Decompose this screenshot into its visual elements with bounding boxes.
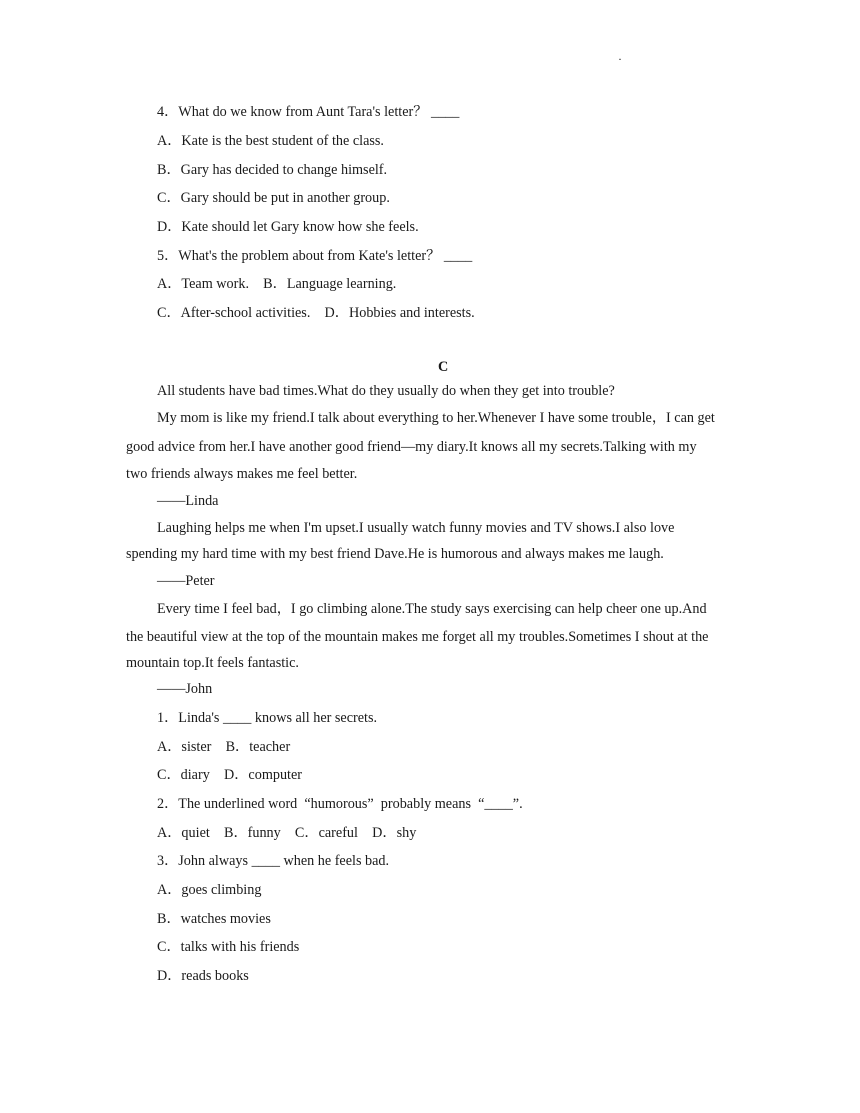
options-5-row1: A．Team work. B．Language learning. bbox=[157, 276, 397, 292]
answer-blank: ____ bbox=[443, 248, 473, 264]
answer-blank: ____ bbox=[430, 104, 460, 120]
option-4a: A．Kate is the best student of the class. bbox=[157, 133, 384, 149]
question-number: 4 bbox=[157, 104, 165, 120]
question-5: 5．What's the problem about from Kate's letter？ ____ bbox=[157, 248, 473, 264]
linda-paragraph-line-1: My mom is like my friend.I talk about everything to her.Whenever I have some trouble，I can get bbox=[157, 410, 715, 426]
peter-paragraph-line-2: spending my hard time with my best friend Dave.He is humorous and always makes me laugh. bbox=[126, 546, 664, 562]
linda-paragraph-line-3: two friends always makes me feel better. bbox=[126, 466, 358, 482]
john-paragraph-line-3: mountain top.It feels fantastic. bbox=[126, 655, 299, 671]
option-4d: D．Kate should let Gary know how she feels. bbox=[157, 219, 419, 235]
john-paragraph-line-2: the beautiful view at the top of the mountain makes me forget all my troubles.Sometimes I shout at the bbox=[126, 629, 709, 645]
question-c1: 1．Linda's ____ knows all her secrets. bbox=[157, 710, 378, 726]
options-c1-row1: A．sister B．teacher bbox=[157, 739, 291, 755]
options-c1-row2: C．diary D．computer bbox=[157, 767, 302, 783]
john-signature: ——John bbox=[157, 681, 213, 697]
option-c3a: A．goes climbing bbox=[157, 882, 262, 898]
option-4b: B．Gary has decided to change himself. bbox=[157, 162, 388, 178]
options-c2: A．quiet B．funny C．careful D．shy bbox=[157, 825, 417, 841]
peter-paragraph-line-1: Laughing helps me when I'm upset.I usually watch funny movies and TV shows.I also love bbox=[157, 520, 675, 536]
section-heading: C bbox=[438, 359, 449, 375]
linda-paragraph-line-2: good advice from her.I have another good friend—my diary.It knows all my secrets.Talking with my bbox=[126, 439, 697, 455]
option-c3b: B．watches movies bbox=[157, 911, 271, 927]
john-paragraph-line-1: Every time I feel bad，I go climbing alone.The study says exercising can help cheer one up.And bbox=[157, 601, 707, 617]
passage-intro: All students have bad times.What do they usually do when they get into trouble? bbox=[157, 383, 615, 399]
page-marker: · bbox=[618, 52, 622, 66]
question-c3: 3．John always ____ when he feels bad. bbox=[157, 853, 390, 869]
option-c3c: C．talks with his friends bbox=[157, 939, 300, 955]
question-number: 5 bbox=[157, 248, 165, 264]
question-stem: What's the problem about from Kate's letter？ bbox=[178, 248, 441, 264]
question-c2: 2．The underlined word “humorous” probably means “____”. bbox=[157, 796, 523, 812]
options-5-row2: C．After-school activities. D．Hobbies and interests. bbox=[157, 305, 475, 321]
linda-signature: ——Linda bbox=[157, 493, 219, 509]
question-stem: What do we know from Aunt Tara's letter？ bbox=[178, 104, 428, 120]
option-4c: C．Gary should be put in another group. bbox=[157, 190, 390, 206]
peter-signature: ——Peter bbox=[157, 573, 215, 589]
question-4: 4．What do we know from Aunt Tara's letter？ ____ bbox=[157, 104, 460, 120]
option-c3d: D．reads books bbox=[157, 968, 249, 984]
